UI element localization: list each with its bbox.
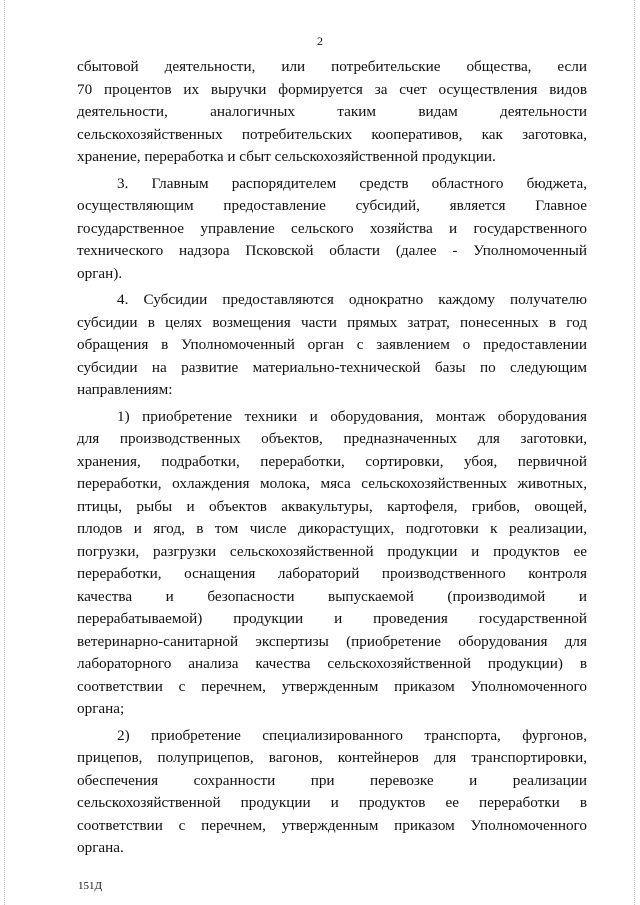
body-text (77, 56, 587, 860)
text-line: соответствии с перечнем, утвержденным приказом Уполномоченного (77, 816, 587, 834)
text-line: 70 процентов их выручки формируется за счет осуществления видов (77, 80, 587, 98)
text-line: 1) приобретение техники и оборудования, монтаж оборудования (117, 407, 587, 425)
text-line: орган). (77, 264, 123, 282)
text-line: органа. (77, 839, 124, 856)
paragraph-item-4 (77, 289, 587, 402)
text-line: субсидии в целях возмещения части прямых затрат, понесенных в год (77, 313, 587, 331)
subparagraph-1 (77, 406, 587, 721)
text-line: погрузки, разгрузки сельскохозяйственной продукции и продуктов ее (77, 542, 587, 560)
text-line: государственное управление сельского хозяйства и государственного (77, 219, 587, 237)
text-line: качества и безопасности выпускаемой (производимой и (77, 587, 587, 605)
text-line: сбытовой деятельности, или потребительские общества, если (77, 58, 587, 75)
text-line: субсидии на развитие материально-технической базы по следующим (77, 358, 587, 376)
paragraph-item-3 (77, 173, 587, 286)
text-line: деятельности, аналогичных таким видам деятельности (77, 103, 587, 120)
text-line: прицепов, полуприцепов, вагонов, контейнеров для транспортировки, (77, 749, 587, 766)
text-line: 4. Субсидии предоставляются однократно каждому получателю (117, 291, 587, 308)
text-line: осуществляющим предоставление субсидий, является Главное (77, 197, 587, 214)
paragraph-continuation (77, 56, 587, 169)
text-line: технического надзора Псковской области (далее - Уполномоченный (77, 242, 587, 259)
text-line: сельскохозяйственной продукции и продуктов ее переработки в (77, 794, 587, 811)
text-line: органа; (77, 700, 125, 717)
text-line: хранения, подработки, переработки, сортировки, убоя, первичной (77, 452, 587, 470)
text-line: обеспечения сохранности при перевозке и реализации (77, 771, 587, 789)
page-number: 2 (317, 34, 323, 48)
text-line: ветеринарно-санитарной экспертизы (приобретение оборудования для (77, 632, 587, 650)
subparagraph-2 (77, 725, 587, 860)
text-line: лабораторного анализа качества сельскохозяйственной продукции) в (77, 655, 587, 672)
text-line: для производственных объектов, предназначенных для заготовки, (77, 430, 587, 447)
text-line: 2) приобретение специализированного транспорта, фургонов, (117, 726, 587, 744)
document-code: 151Д (78, 880, 103, 892)
text-line: перерабатываемой) продукции и проведения государственной (77, 610, 587, 627)
text-line: сельскохозяйственных потребительских кооперативов, как заготовка, (77, 125, 587, 143)
text-line: птицы, рыбы и объектов аквакультуры, картофеля, грибов, овощей, (77, 497, 587, 515)
text-line: соответствии с перечнем, утвержденным приказом Уполномоченного (77, 677, 587, 695)
text-line: плодов и ягод, в том числе дикорастущих, подготовки к реализации, (77, 520, 587, 537)
scan-edge-left (4, 0, 6, 905)
text-line: переработки, охлаждения молока, мяса сельскохозяйственных животных, (77, 475, 587, 492)
text-line: 3. Главным распорядителем средств областного бюджета, (117, 174, 587, 192)
text-line: обращения в Уполномоченный орган с заявлением о предоставлении (77, 336, 587, 353)
scan-edge-right (634, 0, 636, 905)
text-line: хранение, переработка и сбыт сельскохозяйственной продукции. (77, 148, 496, 165)
text-line: направлениям: (77, 381, 173, 398)
text-line: переработки, оснащения лабораторий производственного контроля (77, 565, 587, 582)
